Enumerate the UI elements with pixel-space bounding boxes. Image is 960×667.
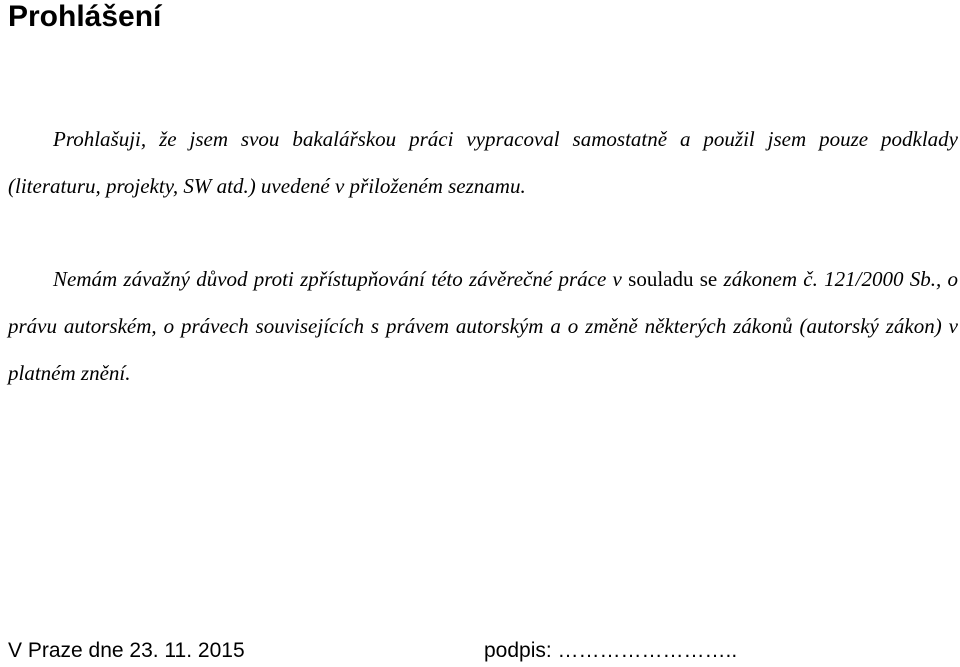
paragraph-text-roman: souladu se: [628, 267, 718, 291]
paragraph-text: Prohlašuji, že jsem svou bakalářskou práci vypracoval samostatně a použil jsem pouze podklady (literaturu, projekty, SW atd.) uvedené v přiloženém seznamu.: [8, 127, 958, 198]
declaration-paragraph-consent: [8, 256, 958, 397]
place-and-date: V Praze dne 23. 11. 2015: [8, 639, 245, 662]
paragraph-text-start: Nemám závažný důvod proti zpřístupňování této závěrečné práce v: [53, 267, 622, 291]
signature-line: podpis: ……………………..: [484, 639, 738, 662]
declaration-paragraph-authorship: [8, 116, 958, 210]
page-title: Prohlášení: [8, 0, 162, 33]
paragraph-text-end: zákonem č. 121/2000 Sb., o právu autorském, o právech souvisejících s právem autorským a o změně některých zákonů (autorský zákon) v platném znění.: [8, 267, 959, 385]
